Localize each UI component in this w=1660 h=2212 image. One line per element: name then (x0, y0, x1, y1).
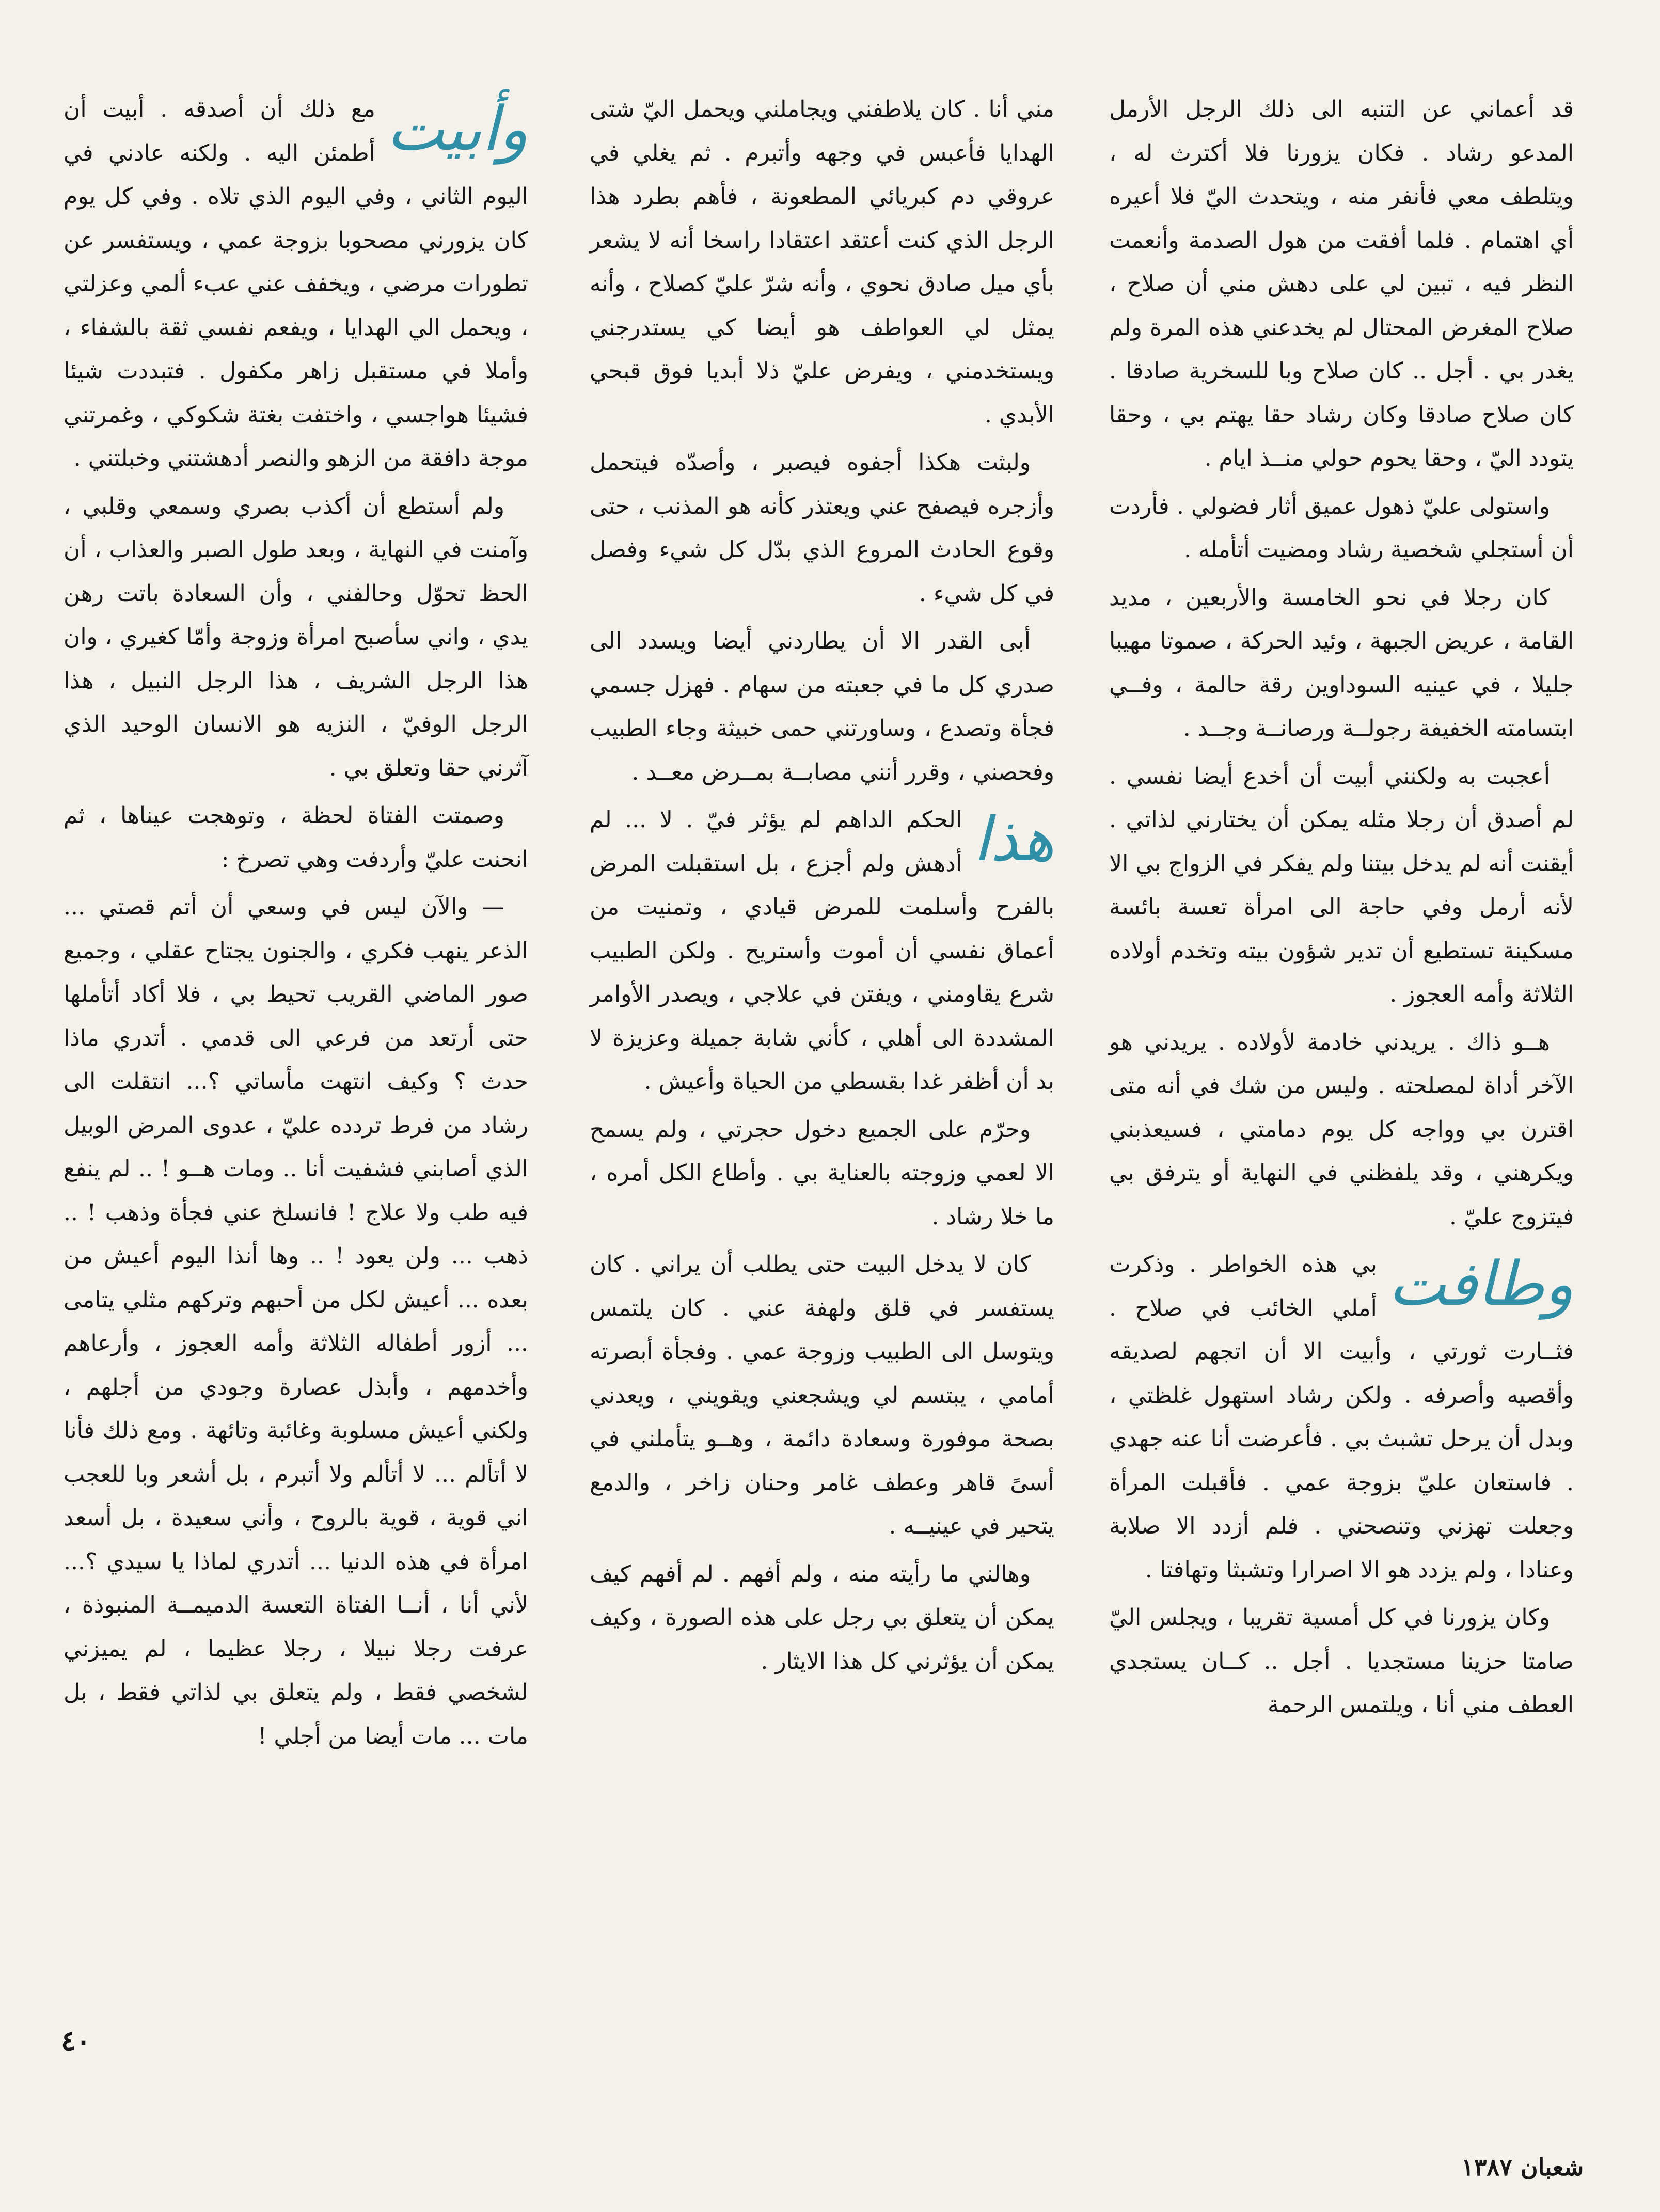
paragraph: — والآن ليس في وسعي أن أتم قصتي ... الذعر ينهب فكري ، والجنون يجتاح عقلي ، وجميع صور الماضي القريب تحيط بي ، فلا أكاد أتأملها حتى أرتعد من فرعي الى قدمي . أتدري ماذا حدث ؟ وكيف انتهت مأساتي ؟... انتقلت الى رشاد من فرط تردده عليّ ، عدوى المرض الوبيل الذي أصابني فشفيت أنا .. ومات هــو ! .. لم ينفع فيه طب ولا علاج ! فانسلخ عني فجأة وذهب ! .. ذهب ... ولن يعود ! .. وها أنذا اليوم أعيش من بعده ... أعيش لكل من أحبهم وتركهم مثلي يتامى ... أزور أطفاله الثلاثة وأمه العجوز ، وأرعاهم وأخدمهم ، وأبذل عصارة وجودي من أجلهم ، ولكني أعيش مسلوبة وغائبة وتائهة . ومع ذلك فأنا لا أتألم ... لا أتألم ولا أتبرم ، بل أشعر وبا للعجب اني قوية ، قوية بالروح ، وأني سعيدة ، بل أسعد امرأة في هذه الدنيا ... أتدري لماذا يا سيدي ؟... لأني أنا ، أنــا الفتاة التعسة الدميمــة المنبوذة ، عرفت رجلا نبيلا ، رجلا عظيما ، لم يميزني لشخصي فقط ، ولم يتعلق بي لذاتي فقط ، بل مات ... مات أيضا من أجلي ! (64, 894, 528, 1749)
text-column-left (64, 88, 528, 1762)
paragraph: كان رجلا في نحو الخامسة والأربعين ، مديد القامة ، عريض الجبهة ، وئيد الحركة ، صموتا مهيبا جليلا ، في عينيه السوداوين رقة حالمة ، وفــي ابتسامته الخفيفة رجولــة ورصانــة وجــد . (1109, 584, 1574, 741)
paragraph: أعجبت به ولكنني أبيت أن أخدع أيضا نفسي . لم أصدق أن رجلا مثله يمكن أن يختارني لذاتي . أيقنت أنه لم يدخل بيتنا ولم يفكر في الزواج بي الا لأنه أرمل وفي حاجة الى امرأة تعسة بائسة مسكينة تستطيع أن تدير شؤون بيته وتخدم أولاده الثلاثة وأمه العجوز . (1109, 763, 1574, 1007)
paragraph: مني أنا . كان يلاطفني ويجاملني ويحمل اليّ شتى الهدايا فأعبس في وجهه وأتبرم . ثم يغلي في عروقي دم كبريائي المطعونة ، فأهم بطرد هذا الرجل الذي كنت أعتقد اعتقادا راسخا أنه لا يشعر بأي ميل صادق نحوي ، وأنه شرّ عليّ كصلاح ، وأنه يمثل لي العواطف هو أيضا كي يستدرجني ويستخدمني ، ويفرض عليّ ذلا أبديا فوق قبحي الأبدي . (590, 96, 1054, 428)
section-heading-word: وأبيت (386, 93, 528, 164)
text-column-right (1109, 88, 1574, 1731)
section-heading-word: هذا (973, 803, 1054, 875)
paragraph: قد أعماني عن التنبه الى ذلك الرجل الأرمل المدعو رشاد . فكان يزورنا فلا أكترث له ، ويتلطف معي فأنفر منه ، ويتحدث اليّ فلا أعيره أي اهتمام . فلما أفقت من هول الصدمة وأنعمت النظر فيه ، تبين لي على دهش مني أن صلاح ، صلاح المغرض المحتال لم يخدعني هذه المرة ولم يغدر بي . أجل .. كان صلاح وبا للسخرية صادقا . كان صلاح صادقا وكان رشاد حقا يهتم بي ، وحقا يتودد اليّ ، وحقا يحوم حولي منــذ ايام . (1109, 96, 1574, 471)
section-heading-word: وطافت (1388, 1248, 1574, 1319)
paragraph-text: مع ذلك أن أصدقه . أبيت أن أطمئن اليه . ولكنه عادني في اليوم الثاني ، وفي اليوم الذي تلاه . وفي كل يوم كان يزورني مصحوبا بزوجة عمي ، ويستفسر عن تطورات مرضي ، ويخفف عني عبء ألمي وعزلتي ، ويحمل الي الهدايا ، ويفعم نفسي ثقة بالشفاء ، وأملا في مستقبل زاهر مكفول . فتبددت شيئا فشيئا هواجسي ، واختفت بغتة شكوكي ، وغمرتني موجة دافقة من الزهو والنصر أدهشتني وخبلتني . (64, 96, 528, 471)
page-number: ٤٠ (61, 2024, 91, 2057)
paragraph-with-heading (590, 798, 1054, 1104)
paragraph: واستولى عليّ ذهول عميق أثار فضولي . فأردت أن أستجلي شخصية رشاد ومضيت أتأمله . (1109, 493, 1574, 563)
paragraph: وصمتت الفتاة لحظة ، وتوهجت عيناها ، ثم انحنت عليّ وأردفت وهي تصرخ : (64, 802, 528, 873)
paragraph: ولم أستطع أن أكذب بصري وسمعي وقلبي ، وآمنت في النهاية ، وبعد طول الصبر والعذاب ، أن الحظ تحوّل وحالفني ، وأن السعادة باتت رهن يدي ، واني سأصبح امرأة وزوجة وأمّا كغيري ، وان هذا الرجل الشريف ، هذا الرجل النبيل ، هذا الرجل الوفيّ ، النزيه هو الانسان الوحيد الذي آثرني حقا وتعلق بي . (64, 493, 529, 781)
issue-date: شعبان ١٣٨٧ (1461, 2153, 1584, 2181)
paragraph-with-heading (1109, 1243, 1574, 1592)
text-column-middle (590, 88, 1054, 1687)
paragraph: كان لا يدخل البيت حتى يطلب أن يراني . كان يستفسر في قلق ولهفة عني . كان يلتمس ويتوسل الى الطبيب وزوجة عمي . وفجأة أبصرته أمامي ، يبتسم لي ويشجعني ويقويني ، ويعدني بصحة موفورة وسعادة دائمة ، وهــو يتأملني في أسىً قاهر وعطف غامر وحنان زاخر ، والدمع يتحير في عينيــه . (590, 1251, 1055, 1539)
paragraph-with-heading (64, 88, 528, 481)
paragraph-text: الحكم الداهم لم يؤثر فيّ . لا ... لم أدهش ولم أجزع ، بل استقبلت المرض بالفرح وأسلمت للمرض قيادي ، وتمنيت من أعماق نفسي أن أموت وأستريح . ولكن الطبيب شرع يقاومني ، ويفتن في علاجي ، ويصدر الأوامر المشددة الى أهلي ، كأني شابة جميلة وعزيزة لا بد أن أظفر غدا بقسطي من الحياة وأعيش . (590, 807, 1054, 1095)
paragraph: وهالني ما رأيته منه ، ولم أفهم . لم أفهم كيف يمكن أن يتعلق بي رجل على هذه الصورة ، وكيف يمكن أن يؤثرني كل هذا الايثار . (590, 1560, 1054, 1674)
paragraph: وكان يزورنا في كل أمسية تقريبا ، ويجلس اليّ صامتا حزينا مستجديا . أجل .. كــان يستجدي العطف مني أنا ، ويلتمس الرحمة (1109, 1604, 1574, 1718)
paragraph: هــو ذاك . يريدني خادمة لأولاده . يريدني هو الآخر أداة لمصلحته . وليس من شك في أنه متى اقترن بي وواجه كل يوم دمامتي ، فسيعذبني ويكرهني ، وقد يلفظني في النهاية أو يترفق بي فيتزوج عليّ . (1109, 1029, 1574, 1230)
paragraph: وحرّم على الجميع دخول حجرتي ، ولم يسمح الا لعمي وزوجته بالعناية بي . وأطاع الكل أمره ، ما خلا رشاد . (590, 1116, 1054, 1230)
paragraph: أبى القدر الا أن يطاردني أيضا ويسدد الى صدري كل ما في جعبته من سهام . فهزل جسمي فجأة وتصدع ، وساورتني حمى خبيثة وجاء الطبيب وفحصني ، وقرر أنني مصابــة بمــرض معــد . (590, 628, 1054, 785)
paragraph-text: بي هذه الخواطر . وذكرت أملي الخائب في صلاح . فثــارت ثورتي ، وأبيت الا أن اتجهم لصديقه وأقصيه وأصرفه . ولكن رشاد استهول غلظتي ، وبدل أن يرحل تشبث بي . فأعرضت أنا عنه جهدي . فاستعان عليّ بزوجة عمي . فأقبلت المرأة وجعلت تهزني وتنصحني . فلم أزدد الا صلابة وعنادا ، ولم يزدد هو الا اصرارا وتشبثا وتهافتا . (1109, 1251, 1574, 1583)
paragraph: ولبثت هكذا أجفوه فيصبر ، وأصدّه فيتحمل وأزجره فيصفح عني ويعتذر كأنه هو المذنب ، حتى وقوع الحادث المروع الذي بدّل كل شيء وفصل في كل شيء . (590, 449, 1054, 607)
